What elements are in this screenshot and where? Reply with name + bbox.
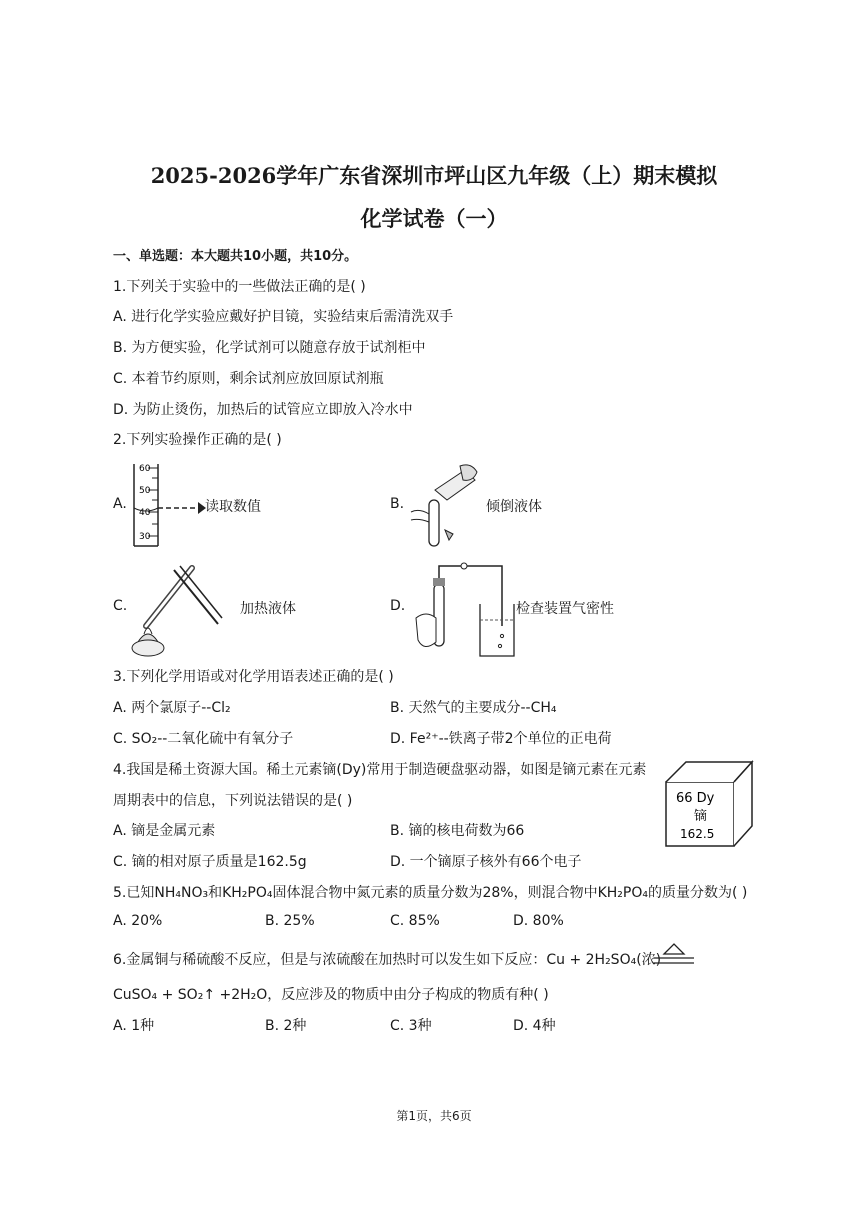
q5-option-d: D. 80% bbox=[513, 913, 564, 929]
q2-option-d-letter: D. bbox=[390, 598, 406, 614]
q2-option-a-letter: A. bbox=[113, 496, 127, 512]
pouring-liquid-figure bbox=[405, 460, 485, 550]
q2-stem: 2.下列实验操作正确的是( ) bbox=[113, 432, 282, 448]
q4-option-c: C. 镝的相对原子质量是162.5g bbox=[113, 854, 307, 870]
q5-option-b: B. 25% bbox=[265, 913, 315, 929]
element-mass: 162.5 bbox=[680, 827, 715, 841]
q2-option-c-label: 加热液体 bbox=[240, 601, 296, 617]
heating-condition-symbol bbox=[652, 940, 696, 970]
q5-option-a: A. 20% bbox=[113, 913, 163, 929]
q2-option-d-label: 检查装置气密性 bbox=[516, 601, 614, 617]
q1-option-d: D. 为防止烫伤，加热后的试管应立即放入冷水中 bbox=[113, 402, 413, 418]
q1-option-b: B. 为方便实验，化学试剂可以随意存放于试剂柜中 bbox=[113, 340, 426, 356]
q6-stem-line1: 6.金属铜与稀硫酸不反应，但是与浓硫酸在加热时可以发生如下反应：Cu + 2H₂SO₄(浓) bbox=[113, 952, 662, 968]
q2-option-b-letter: B. bbox=[390, 496, 405, 512]
cylinder-tick-60: 60 bbox=[139, 464, 151, 474]
q1-option-c: C. 本着节约原则，剩余试剂应放回原试剂瓶 bbox=[113, 371, 384, 387]
q2-option-b-label: 倾倒液体 bbox=[486, 499, 542, 515]
q3-option-a: A. 两个氯原子--Cl₂ bbox=[113, 700, 231, 716]
cylinder-tick-40: 40 bbox=[139, 508, 151, 518]
q5-stem: 5.已知NH₄NO₃和KH₂PO₄固体混合物中氮元素的质量分数为28%，则混合物中KH₂PO₄的质量分数为( ) bbox=[113, 885, 748, 901]
section-heading: 一、单选题：本大题共10小题，共10分。 bbox=[113, 249, 358, 264]
page-subtitle: 化学试卷（一） bbox=[360, 206, 508, 231]
heating-liquid-figure bbox=[122, 556, 232, 660]
q3-option-d: D. Fe²⁺--铁离子带2个单位的正电荷 bbox=[390, 731, 612, 747]
element-name: 镝 bbox=[694, 809, 708, 824]
q6-option-a: A. 1种 bbox=[113, 1018, 155, 1034]
q5-option-c: C. 85% bbox=[390, 913, 440, 929]
q3-option-b: B. 天然气的主要成分--CH₄ bbox=[390, 700, 557, 716]
page-footer: 第1页，共6页 bbox=[396, 1109, 472, 1123]
q2-option-c-letter: C. bbox=[113, 598, 128, 614]
q1-stem: 1.下列关于实验中的一些做法正确的是( ) bbox=[113, 279, 366, 295]
q6-option-d: D. 4种 bbox=[513, 1018, 556, 1034]
q4-option-d: D. 一个镝原子核外有66个电子 bbox=[390, 854, 582, 870]
q1-option-a: A. 进行化学实验应戴好护目镜，实验结束后需清洗双手 bbox=[113, 309, 454, 325]
q4-stem-line1: 4.我国是稀土资源大国。稀土元素镝(Dy)常用于制造硬盘驱动器，如图是镝元素在元素 bbox=[113, 762, 647, 778]
element-cell-dy bbox=[664, 760, 756, 850]
q6-option-b: B. 2种 bbox=[265, 1018, 307, 1034]
q4-stem-line2: 周期表中的信息，下列说法错误的是( ) bbox=[113, 793, 353, 809]
airtightness-check-figure bbox=[404, 556, 516, 664]
q3-stem: 3.下列化学用语或对化学用语表述正确的是( ) bbox=[113, 669, 394, 685]
q6-stem-line2: CuSO₄ + SO₂↑ +2H₂O，反应涉及的物质中由分子构成的物质有种( ) bbox=[113, 987, 549, 1003]
cylinder-tick-30: 30 bbox=[139, 532, 151, 542]
cylinder-tick-50: 50 bbox=[139, 486, 151, 496]
q4-option-a: A. 镝是金属元素 bbox=[113, 823, 216, 839]
q6-option-c: C. 3种 bbox=[390, 1018, 432, 1034]
q2-option-a-label: 读取数值 bbox=[205, 499, 261, 515]
page-title: 2025-2026学年广东省深圳市坪山区九年级（上）期末模拟 bbox=[150, 163, 718, 188]
element-number-symbol: 66 Dy bbox=[676, 791, 715, 806]
q4-option-b: B. 镝的核电荷数为66 bbox=[390, 823, 525, 839]
q3-option-c: C. SO₂--二氧化硫中有氧分子 bbox=[113, 731, 294, 747]
